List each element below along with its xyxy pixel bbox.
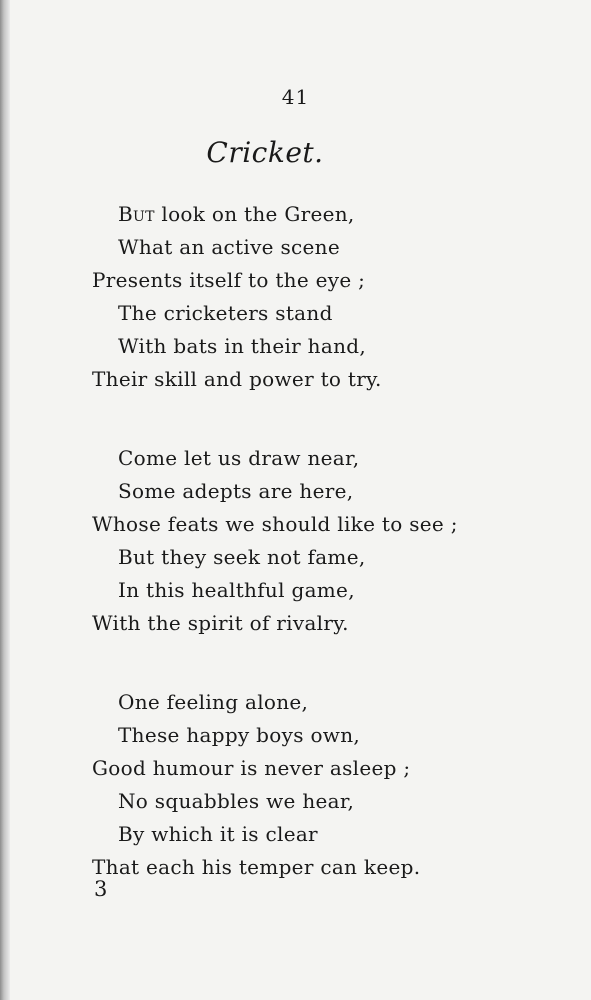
poem-line: Come let us draw near,: [118, 446, 360, 470]
poem-line: What an active scene: [118, 235, 340, 259]
poem-line: These happy boys own,: [118, 723, 361, 747]
poem-line: That each his temper can keep.: [92, 855, 421, 879]
stanza-3: [0, 686, 591, 884]
poem-line: Whose feats we should like to see ;: [92, 512, 458, 536]
poem-line: Good humour is never asleep ;: [92, 756, 411, 780]
poem-body: [0, 198, 591, 930]
line-text: look on the Green,: [154, 202, 355, 226]
poem-line: No squabbles we hear,: [118, 789, 355, 813]
poem-line: Their skill and power to try.: [92, 367, 382, 391]
poem-line: In this healthful game,: [118, 578, 355, 602]
poem-line: Presents itself to the eye ;: [92, 268, 366, 292]
poem-line: Some adepts are here,: [118, 479, 354, 503]
poem-line: By which it is clear: [118, 822, 318, 846]
poem-title: Cricket.: [206, 136, 324, 169]
signature-mark: 3: [94, 877, 108, 901]
poem-line: With the spirit of rivalry.: [92, 611, 349, 635]
poem-line: But they seek not fame,: [118, 545, 366, 569]
page-number: 41: [281, 85, 310, 109]
poem-line: One feeling alone,: [118, 690, 309, 714]
drop-word: But: [118, 202, 155, 226]
stanza-2: [0, 442, 591, 640]
poem-line: With bats in their hand,: [118, 334, 367, 358]
poem-line: [0, 198, 591, 231]
poem-line: The cricketers stand: [118, 301, 333, 325]
stanza-1: [0, 198, 591, 396]
